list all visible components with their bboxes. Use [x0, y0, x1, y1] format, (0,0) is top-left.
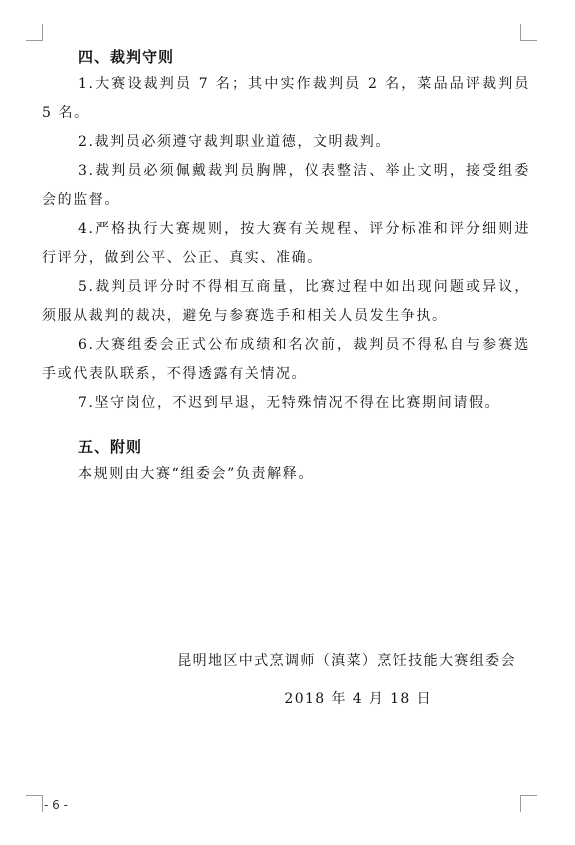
document-body: [42, 44, 530, 489]
section-heading-appendix: 五、附则: [78, 438, 143, 456]
rule-paragraph-6: 6.大赛组委会正式公布成绩和名次前，裁判员不得私自与参赛选手或代表队联系，不得透露有关情况。: [42, 337, 530, 382]
rule-paragraph-3: 3.裁判员必须佩戴裁判员胸牌，仪表整洁、举止文明，接受组委会的监督。: [42, 163, 530, 208]
section-spacer: [42, 418, 530, 434]
crop-mark-bottom-right: [520, 795, 537, 812]
section-heading-referee-rules: 四、裁判守则: [78, 48, 175, 66]
rule-paragraph-1: 1.大赛设裁判员 7 名；其中实作裁判员 2 名，菜品品评裁判员 5 名。: [42, 76, 530, 121]
rule-paragraph-5: 5.裁判员评分时不得相互商量，比赛过程中如出现问题或异议，须服从裁判的裁决，避免与参赛选手和相关人员发生争执。: [42, 279, 530, 324]
crop-mark-top-right: [520, 24, 537, 41]
crop-mark-top-left: [26, 24, 43, 41]
rule-paragraph-7: 7.坚守岗位，不迟到早退，无特殊情况不得在比赛期间请假。: [78, 395, 501, 411]
signature-date: 2018 年 4 月 18 日: [284, 691, 432, 707]
rule-paragraph-2: 2.裁判员必须遵守裁判职业道德，文明裁判。: [78, 134, 391, 150]
page-number: - 6 -: [44, 798, 68, 812]
crop-mark-bottom-left: [26, 795, 43, 812]
appendix-paragraph: 本规则由大赛“组委会”负责解释。: [78, 466, 314, 482]
signature-organization: 昆明地区中式烹调师（滇菜）烹饪技能大赛组委会: [177, 653, 516, 669]
rule-paragraph-4: 4.严格执行大赛规则，按大赛有关规程、评分标准和评分细则进行评分，做到公平、公正、真实、准确。: [42, 221, 530, 266]
